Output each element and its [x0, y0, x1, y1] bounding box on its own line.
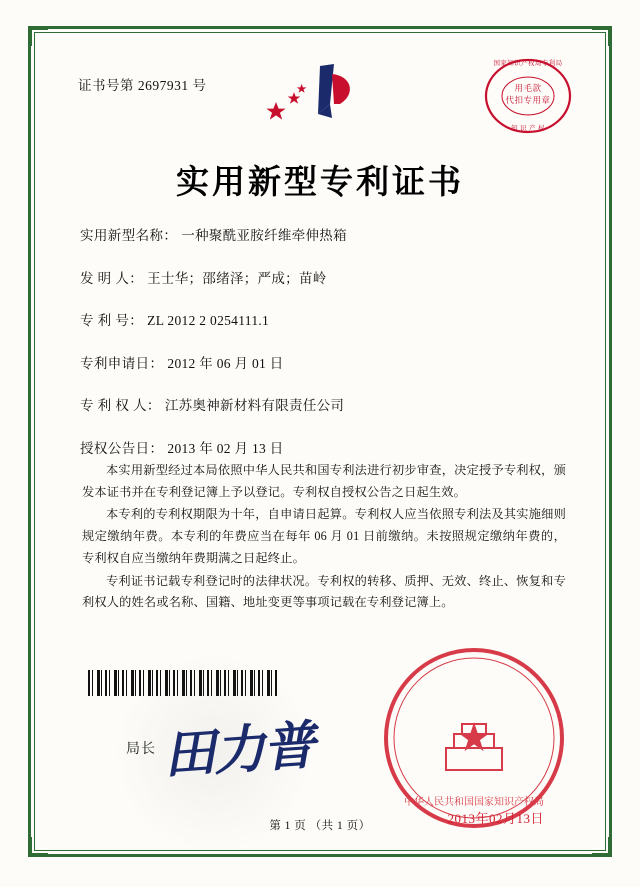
field-label: 发 明 人：	[80, 270, 144, 286]
field-label: 专利申请日：	[80, 355, 164, 371]
field-value: 一种聚酰亚胺纤维牵伸热箱	[181, 228, 347, 243]
field-value: 王士华；邵绪泽；严成；苗岭	[147, 270, 327, 286]
field-row-patentee	[80, 394, 572, 414]
field-value: 江苏奥神新材料有限责任公司	[164, 398, 345, 413]
field-row-grant-announcement-date	[80, 437, 572, 457]
body-paragraph-1: 本实用新型经过本局依照中华人民共和国专利法进行初步审查，决定授予专利权，颁发本证书并在专利登记簿上予以登记。专利权自授权公告之日起生效。	[82, 463, 566, 499]
field-label: 实用新型名称：	[80, 228, 178, 243]
sipo-logo-icon	[260, 60, 380, 138]
certificate-fields	[80, 224, 572, 479]
top-seal-ring-text: 国家知识产权局专利局	[493, 60, 563, 67]
certificate-title: 实用新型专利证书	[176, 165, 464, 201]
field-value: ZL 2012 2 0254111.1	[147, 313, 270, 328]
official-round-seal	[384, 648, 564, 828]
field-label: 授权公告日：	[80, 440, 164, 456]
corner-ornament-bottom-right	[592, 837, 610, 855]
director-signature: 田力普	[161, 714, 316, 787]
corner-ornament-top-right	[592, 28, 610, 46]
field-value: 2013 年 02 月 13 日	[167, 440, 284, 456]
top-seal-inner-text: 用毛款 代扣专用章	[505, 83, 551, 106]
corner-ornament-bottom-left	[30, 837, 48, 855]
field-row-patent-number	[80, 309, 572, 329]
field-label: 专 利 权 人：	[80, 398, 161, 413]
field-row-inventors	[80, 267, 572, 287]
issue-date-stamp: 2013年02月13日	[447, 811, 544, 826]
field-value: 2012 年 06 月 01 日	[167, 355, 284, 371]
field-row-utility-model-name	[80, 224, 572, 244]
certificate-number: 证书号第 2697931 号	[78, 78, 207, 93]
top-seal-bottom-text: 知 识 产 权	[511, 125, 545, 132]
field-row-application-date	[80, 352, 572, 372]
certificate-body-text	[82, 460, 566, 615]
body-paragraph-2: 本专利的专利权期限为十年，自申请日起算。专利权人应当依照专利法及其实施细则规定缴纳年费。本专利的年费应当在每年 06 月 01 日前缴纳。未按照规定缴纳年费的，专利权自应当缴纳年费期满之日起终止。	[82, 507, 566, 565]
page-footer: 第 1 页 （共 1 页）	[269, 820, 371, 832]
seal-ring-text: 中华人民共和国国家知识产权局	[404, 797, 544, 808]
corner-ornament-top-left	[30, 28, 48, 46]
field-label: 专 利 号：	[80, 313, 144, 328]
director-label: 局长	[126, 742, 156, 757]
body-paragraph-3: 专利证书记载专利登记时的法律状况。专利权的转移、质押、无效、终止、恢复和专利权人的姓名或名称、国籍、地址变更等事项记载在专利登记簿上。	[82, 573, 566, 610]
top-right-seal	[482, 50, 574, 142]
certificate-content	[48, 48, 592, 839]
seal-star-icon: ★	[456, 715, 492, 760]
